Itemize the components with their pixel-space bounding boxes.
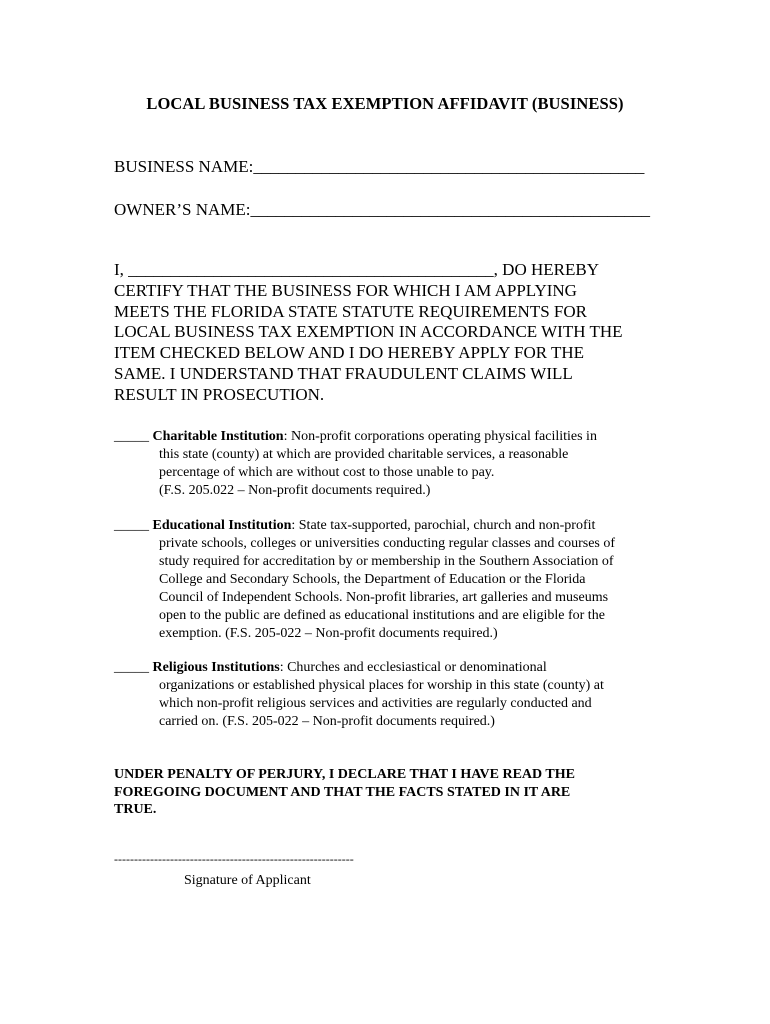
certification-statement <box>114 260 674 406</box>
perjury-declaration <box>114 766 674 819</box>
owners-name-field[interactable]: OWNER’S NAME:_______________________________________________ <box>114 200 650 219</box>
charitable-line: (F.S. 205.022 – Non-profit documents required.) <box>159 483 431 498</box>
signature-label: Signature of Applicant <box>184 873 311 888</box>
educational-heading: Educational Institution <box>152 518 292 533</box>
educational-first-line <box>114 517 674 535</box>
charitable-heading: Charitable Institution <box>152 429 284 444</box>
religious-line: organizations or established physical places for worship in this state (county) at <box>159 678 604 693</box>
certification-line: ITEM CHECKED BELOW AND I DO HEREBY APPLY FOR THE <box>114 343 585 363</box>
charitable-first-line <box>114 428 674 446</box>
certification-line: SAME. I UNDERSTAND THAT FRAUDULENT CLAIMS WILL <box>114 363 573 383</box>
educational-line: exemption. (F.S. 205-022 – Non-profit documents required.) <box>159 626 498 641</box>
perjury-line: FOREGOING DOCUMENT AND THAT THE FACTS STATED IN IT ARE <box>114 784 571 800</box>
religious-line: which non-profit religious services and activities are regularly conducted and <box>159 696 592 711</box>
educational-line: private schools, colleges or universities conducting regular classes and courses of <box>159 536 616 551</box>
religious-line: carried on. (F.S. 205-022 – Non-profit documents required.) <box>159 714 495 729</box>
religious-checkbox-blank[interactable]: _____ <box>114 660 149 675</box>
certification-line: I, ___________________________________________, DO HEREBY <box>114 260 599 279</box>
charitable-institution-option <box>114 428 674 500</box>
charitable-line: percentage of which are without cost to those unable to pay. <box>159 465 495 480</box>
charitable-line: this state (county) at which are provided charitable services, a reasonable <box>159 447 569 462</box>
religious-description-start: : Churches and ecclesiastical or denominational <box>279 660 547 675</box>
religious-institutions-option <box>114 659 674 731</box>
educational-line: open to the public are defined as educational institutions and are eligible for the <box>159 608 605 623</box>
charitable-description-start: : Non-profit corporations operating physical facilities in <box>283 429 597 444</box>
business-name-field[interactable]: BUSINESS NAME:______________________________________________ <box>114 157 645 176</box>
educational-checkbox-blank[interactable]: _____ <box>114 518 149 533</box>
certification-line: CERTIFY THAT THE BUSINESS FOR WHICH I AM APPLYING <box>114 280 577 300</box>
certification-line: MEETS THE FLORIDA STATE STATUTE REQUIREMENTS FOR <box>114 301 587 321</box>
religious-heading: Religious Institutions <box>152 660 280 675</box>
educational-line: Council of Independent Schools. Non-profit libraries, art galleries and museums <box>159 590 609 605</box>
certification-line: RESULT IN PROSECUTION. <box>114 384 325 404</box>
signature-line[interactable]: ------------------------------------------------------------ <box>114 852 354 866</box>
educational-line: College and Secondary Schools, the Department of Education or the Florida <box>159 572 586 587</box>
religious-first-line <box>114 659 674 677</box>
educational-description-start: : State tax-supported, parochial, church and non-profit <box>291 518 596 533</box>
certification-line: LOCAL BUSINESS TAX EXEMPTION IN ACCORDANCE WITH THE <box>114 322 623 342</box>
document-title: LOCAL BUSINESS TAX EXEMPTION AFFIDAVIT (BUSINESS) <box>146 94 624 113</box>
educational-line: study required for accreditation by or membership in the Southern Association of <box>159 554 614 569</box>
charitable-checkbox-blank[interactable]: _____ <box>114 429 149 444</box>
educational-institution-option <box>114 517 674 643</box>
perjury-line: TRUE. <box>114 802 157 817</box>
perjury-line: UNDER PENALTY OF PERJURY, I DECLARE THAT I HAVE READ THE <box>114 767 575 782</box>
